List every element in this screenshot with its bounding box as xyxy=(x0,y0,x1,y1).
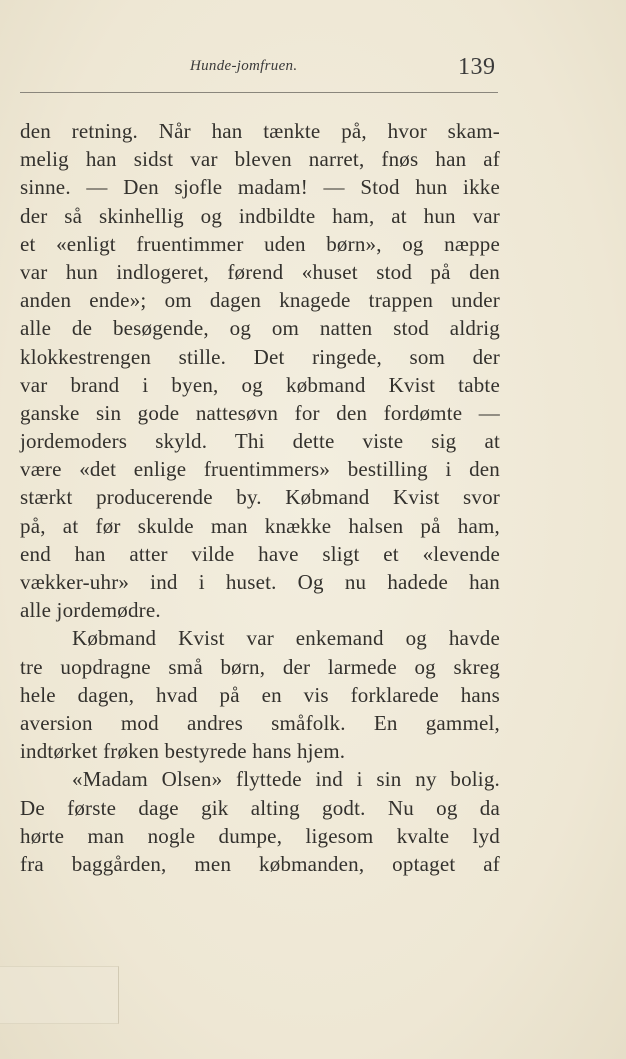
text-line: ganske sin gode nattesøvn for den fordømte — xyxy=(20,400,500,425)
text-line: være «det enlige fruentimmers» bestilling i den xyxy=(20,457,500,482)
body-text xyxy=(20,117,500,878)
text-line: et «enligt fruentimmer uden børn», og næppe xyxy=(20,231,500,256)
text-line: melig han sidst var bleven narret, fnøs han af xyxy=(20,147,500,172)
page-header xyxy=(20,54,500,90)
text-line: indtørket frøken bestyrede hans hjem. xyxy=(20,739,346,764)
text-line: på, at før skulde man knække halsen på ham, xyxy=(20,513,500,538)
text-line: der så skinhellig og indbildte ham, at hun var xyxy=(20,203,500,228)
text-line: Købmand Kvist var enkemand og havde xyxy=(72,626,500,651)
text-line: anden ende»; om dagen knagede trappen under xyxy=(20,288,500,313)
library-stamp-mark xyxy=(0,966,119,1024)
text-line: hele dagen, hvad på en vis forklarede hans xyxy=(20,682,500,707)
text-line: jordemoders skyld. Thi dette viste sig at xyxy=(20,429,500,454)
text-line: var brand i byen, og købmand Kvist tabte xyxy=(20,372,500,397)
text-line: sinne. — Den sjofle madam! — Stod hun ikke xyxy=(20,175,500,200)
page-number: 139 xyxy=(458,54,496,80)
text-line: «Madam Olsen» flyttede ind i sin ny bolig. xyxy=(72,767,500,792)
text-line: De første dage gik alting godt. Nu og da xyxy=(20,795,500,820)
text-line: aversion mod andres småfolk. En gammel, xyxy=(20,710,500,735)
header-rule xyxy=(20,92,498,93)
text-line: den retning. Når han tænkte på, hvor skam- xyxy=(20,119,500,143)
text-line: vækker-uhr» ind i huset. Og nu hadede han xyxy=(20,570,500,594)
text-line: stærkt producerende by. Købmand Kvist svor xyxy=(20,485,500,510)
text-line: alle de besøgende, og om natten stod aldrig xyxy=(20,316,500,341)
text-line: tre uopdragne små børn, der larmede og skreg xyxy=(20,654,500,679)
text-line: alle jordemødre. xyxy=(20,598,161,623)
text-line: end han atter vilde have sligt et «levende xyxy=(20,541,500,566)
text-line: var hun indlogeret, førend «huset stod på den xyxy=(20,259,500,284)
text-line: fra baggården, men købmanden, optaget af xyxy=(20,851,500,876)
text-line: klokkestrengen stille. Det ringede, som der xyxy=(20,344,500,369)
running-title: Hunde-jomfruen. xyxy=(190,58,298,74)
text-line: hørte man nogle dumpe, ligesom kvalte lyd xyxy=(20,823,500,848)
